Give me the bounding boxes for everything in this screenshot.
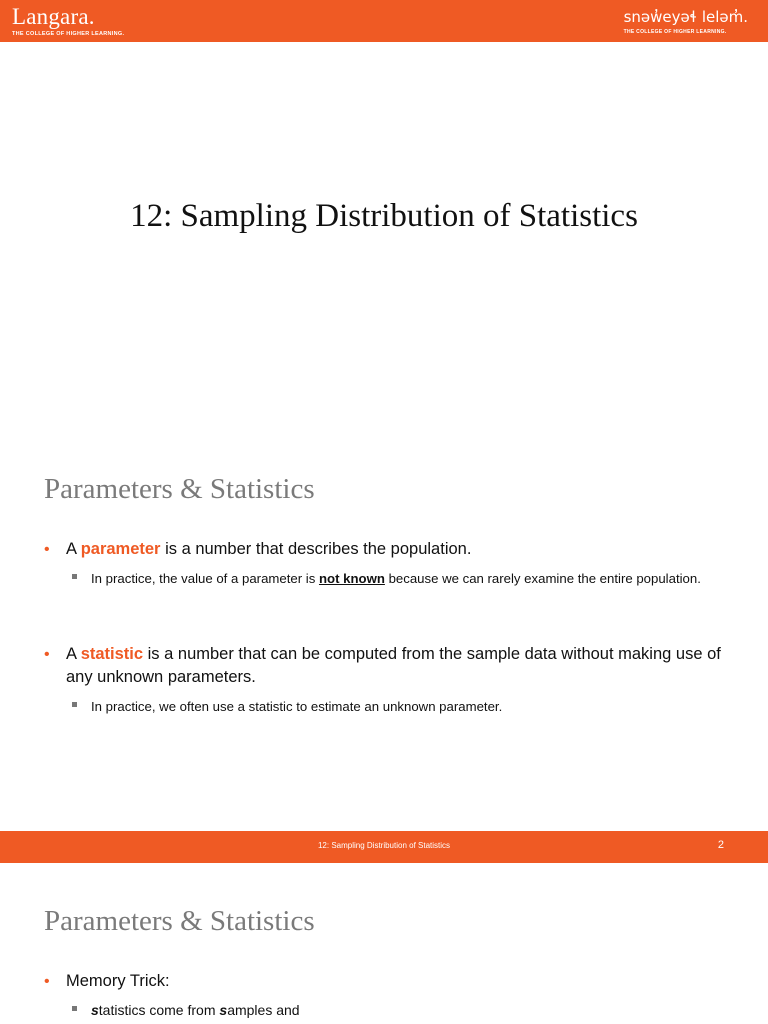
sub-post: because we can rarely examine the entire population.	[384, 571, 701, 586]
term-statistic: statistic	[80, 645, 144, 663]
snaweyal-logo-text: snəw̓eyəɬ leləm̓.	[623, 8, 748, 26]
sub-text-part: amples and	[227, 1002, 300, 1018]
slide2-sub-statistic	[72, 697, 712, 716]
square-bullet-icon	[72, 1006, 77, 1011]
not-known-emphasis: not known	[318, 571, 385, 586]
bullet-dot-icon: •	[44, 973, 50, 990]
slide2-heading: Parameters & Statistics	[44, 473, 315, 505]
emph-s: s	[91, 1002, 99, 1018]
footer-bar	[0, 831, 768, 863]
snaweyal-lelam-logo	[624, 8, 748, 35]
term-parameter: parameter	[80, 540, 161, 558]
snaweyal-tagline: THE COLLEGE OF HIGHER LEARNING.	[623, 29, 727, 35]
slide3-heading: Parameters & Statistics	[44, 905, 315, 937]
sub-pre: In practice, the value of a parameter is	[91, 571, 319, 586]
langara-logo	[12, 3, 124, 37]
sub-text	[91, 569, 712, 588]
bullet-rest: is a number that describes the population.	[160, 540, 472, 558]
bullet-text	[66, 643, 734, 689]
sub-text	[91, 1001, 712, 1020]
slide2-sub-parameter	[72, 569, 712, 588]
header-bar	[0, 0, 768, 42]
slide3-bullet-memory-trick	[44, 970, 734, 993]
bullet-prefix: A	[66, 645, 81, 663]
slide2-bullet-statistic	[44, 643, 734, 689]
slide3-sub-statistics-samples	[72, 1001, 712, 1020]
bullet-text: Memory Trick:	[66, 972, 170, 990]
bullet-prefix: A	[66, 540, 81, 558]
bullet-rest: is a number that can be computed from the sample data without making use of any unknown parameters.	[66, 645, 721, 686]
slide2-bullet-parameter	[44, 538, 734, 561]
sub-text: In practice, we often use a statistic to estimate an unknown parameter.	[91, 699, 503, 714]
bullet-dot-icon: •	[44, 646, 50, 663]
footer-title: 12: Sampling Distribution of Statistics	[317, 841, 451, 850]
square-bullet-icon	[72, 702, 77, 707]
langara-tagline: THE COLLEGE OF HIGHER LEARNING.	[12, 31, 125, 37]
sub-text-part: tatistics come from	[98, 1002, 220, 1018]
langara-logo-text: Langara.	[12, 4, 95, 29]
slide-title: 12: Sampling Distribution of Statistics	[130, 198, 638, 234]
page-number: 2	[717, 839, 724, 851]
bullet-text	[66, 538, 734, 561]
square-bullet-icon	[72, 574, 77, 579]
bullet-dot-icon: •	[44, 541, 50, 558]
emph-s: s	[219, 1002, 228, 1018]
